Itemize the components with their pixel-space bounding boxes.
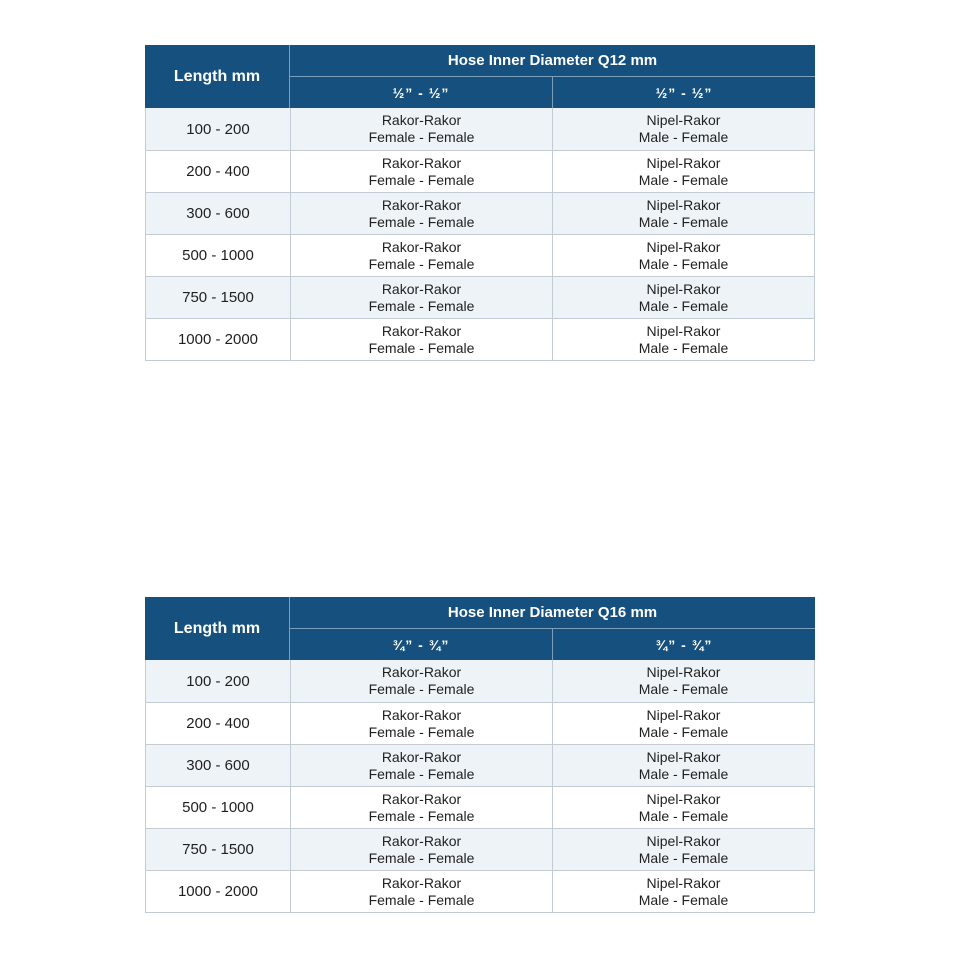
length-cell: 100 - 200 [186, 672, 250, 690]
fitting-gender: Male - Female [638, 213, 729, 230]
size-subheader-left: ¾” - ¾” [392, 636, 450, 653]
fitting-gender: Male - Female [638, 129, 729, 145]
rakor-rakor-cell [290, 151, 552, 192]
fitting-gender: Male - Female [638, 807, 729, 824]
length-cell: 1000 - 2000 [177, 331, 259, 348]
fitting-type: Nipel-Rakor [646, 238, 721, 255]
fitting-type: Rakor-Rakor [381, 706, 462, 723]
length-cell: 500 - 1000 [182, 799, 254, 816]
spec-table-q12 [145, 45, 815, 361]
diameter-header-group [290, 45, 815, 108]
nipel-rakor-cell [552, 745, 814, 786]
fitting-type: Rakor-Rakor [381, 238, 462, 255]
fitting-gender: Female - Female [368, 129, 475, 145]
fitting-type: Nipel-Rakor [646, 664, 721, 680]
fitting-gender: Female - Female [368, 339, 475, 356]
table-row [146, 108, 814, 150]
fitting-gender: Female - Female [368, 807, 475, 824]
length-cell: 300 - 600 [186, 757, 250, 774]
fitting-type: Nipel-Rakor [646, 280, 721, 297]
nipel-rakor-cell [552, 871, 814, 912]
fitting-gender: Female - Female [368, 681, 475, 697]
rakor-rakor-cell [290, 745, 552, 786]
spec-table-q16 [145, 597, 815, 913]
nipel-rakor-cell [552, 660, 814, 702]
size-subheader-row [290, 76, 815, 108]
nipel-rakor-cell [552, 277, 814, 318]
fitting-type: Nipel-Rakor [646, 706, 721, 723]
fitting-type: Nipel-Rakor [646, 874, 721, 891]
fitting-type: Rakor-Rakor [381, 196, 462, 213]
table-body [145, 108, 815, 361]
fitting-type: Nipel-Rakor [646, 112, 721, 128]
fitting-type: Rakor-Rakor [381, 112, 462, 128]
length-cell: 200 - 400 [186, 715, 250, 732]
table-header [145, 45, 815, 108]
length-column-header: Length mm [145, 45, 290, 108]
fitting-gender: Female - Female [368, 297, 475, 314]
table-row [146, 744, 814, 786]
table-row [146, 150, 814, 192]
rakor-rakor-cell [290, 235, 552, 276]
rakor-rakor-cell [290, 787, 552, 828]
nipel-rakor-cell [552, 108, 814, 150]
table-header [145, 597, 815, 660]
fitting-gender: Male - Female [638, 339, 729, 356]
fitting-type: Rakor-Rakor [381, 154, 462, 171]
fitting-gender: Male - Female [638, 297, 729, 314]
fitting-type: Rakor-Rakor [381, 748, 462, 765]
fitting-gender: Male - Female [638, 765, 729, 782]
table-row [146, 234, 814, 276]
size-subheader-row [290, 628, 815, 660]
nipel-rakor-cell [552, 787, 814, 828]
size-subheader-left: ½” - ½” [392, 84, 450, 101]
fitting-type: Nipel-Rakor [646, 748, 721, 765]
rakor-rakor-cell [290, 277, 552, 318]
fitting-type: Nipel-Rakor [646, 322, 721, 339]
nipel-rakor-cell [552, 703, 814, 744]
fitting-gender: Female - Female [368, 765, 475, 782]
table-row [146, 828, 814, 870]
fitting-gender: Female - Female [368, 171, 475, 188]
length-cell: 750 - 1500 [182, 841, 254, 858]
rakor-rakor-cell [290, 108, 552, 150]
fitting-gender: Male - Female [638, 681, 729, 697]
fitting-type: Rakor-Rakor [381, 280, 462, 297]
length-cell: 500 - 1000 [182, 247, 254, 264]
table-row [146, 786, 814, 828]
fitting-gender: Male - Female [638, 255, 729, 272]
rakor-rakor-cell [290, 829, 552, 870]
length-cell: 300 - 600 [186, 205, 250, 222]
fitting-type: Rakor-Rakor [381, 790, 462, 807]
rakor-rakor-cell [290, 193, 552, 234]
size-subheader-right: ¾” - ¾” [552, 629, 815, 660]
table-row [146, 318, 814, 360]
table-row [146, 870, 814, 912]
length-cell: 100 - 200 [186, 120, 250, 138]
fitting-type: Nipel-Rakor [646, 832, 721, 849]
length-cell: 1000 - 2000 [177, 883, 259, 900]
table-row [146, 660, 814, 702]
table-row [146, 702, 814, 744]
fitting-type: Nipel-Rakor [646, 154, 721, 171]
fitting-type: Nipel-Rakor [646, 790, 721, 807]
fitting-type: Rakor-Rakor [381, 664, 462, 680]
rakor-rakor-cell [290, 660, 552, 702]
length-cell: 200 - 400 [186, 163, 250, 180]
diameter-header-group [290, 597, 815, 660]
nipel-rakor-cell [552, 193, 814, 234]
fitting-type: Rakor-Rakor [381, 322, 462, 339]
fitting-gender: Female - Female [368, 849, 475, 866]
nipel-rakor-cell [552, 151, 814, 192]
nipel-rakor-cell [552, 319, 814, 360]
table-title: Hose Inner Diameter Q12 mm [447, 52, 658, 69]
length-cell: 750 - 1500 [182, 289, 254, 306]
fitting-type: Nipel-Rakor [646, 196, 721, 213]
fitting-gender: Male - Female [638, 723, 729, 740]
nipel-rakor-cell [552, 235, 814, 276]
fitting-gender: Female - Female [368, 891, 475, 908]
fitting-type: Rakor-Rakor [381, 832, 462, 849]
length-column-header: Length mm [145, 597, 290, 660]
fitting-gender: Female - Female [368, 723, 475, 740]
table-row [146, 276, 814, 318]
table-title: Hose Inner Diameter Q16 mm [447, 604, 658, 621]
rakor-rakor-cell [290, 319, 552, 360]
rakor-rakor-cell [290, 703, 552, 744]
fitting-type: Rakor-Rakor [381, 874, 462, 891]
fitting-gender: Male - Female [638, 891, 729, 908]
table-body [145, 660, 815, 913]
nipel-rakor-cell [552, 829, 814, 870]
table-row [146, 192, 814, 234]
fitting-gender: Female - Female [368, 213, 475, 230]
fitting-gender: Male - Female [638, 849, 729, 866]
fitting-gender: Male - Female [638, 171, 729, 188]
rakor-rakor-cell [290, 871, 552, 912]
size-subheader-right: ½” - ½” [552, 77, 815, 108]
fitting-gender: Female - Female [368, 255, 475, 272]
